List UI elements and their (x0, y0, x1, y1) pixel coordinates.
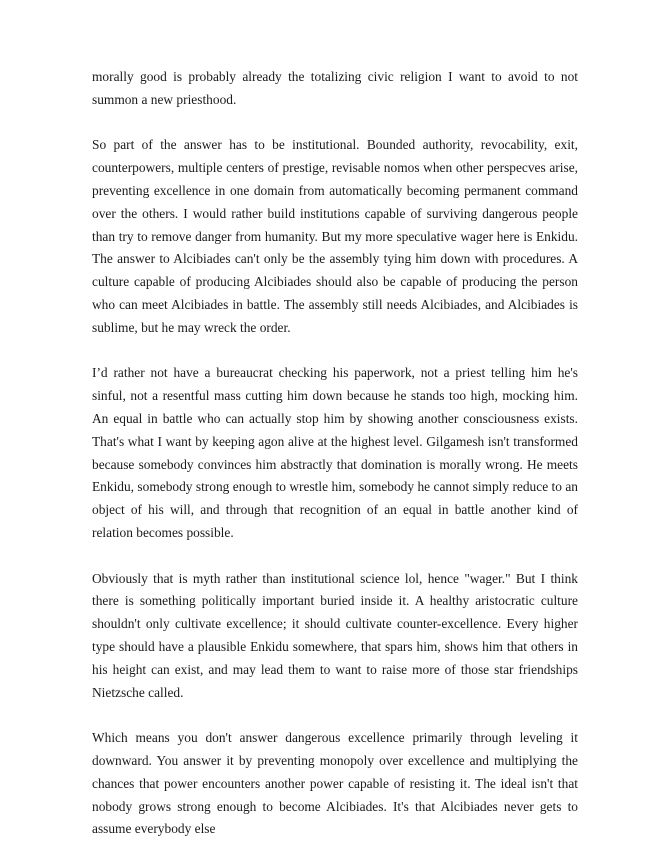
paragraph-5: Which means you don't answer dangerous excellence primarily through leveling it downward. You answer it by preventing monopoly over excellence and multiplying the chances that power encounters another power capable of resisting it. The ideal isn't that nobody grows strong enough to become Alcibiades. It's that Alcibiades never gets to assume everybody else (92, 730, 578, 837)
paragraph-2: So part of the answer has to be institutional. Bounded authority, revocability, exit, counterpowers, multiple centers of prestige, revisable nomos when other perspecves arise, preventing excellence in one domain from automatically becoming permanent command over the others. I would rather build institutions capable of surviving dangerous people than try to remove danger from humanity. But my more speculative wager here is Enkidu. The answer to Alcibiades can't only be the assembly tying him down with procedures. A culture capable of producing Alcibiades should also be capable of producing the person who can meet Alcibiades in battle. The assembly still needs Alcibiades, and Alcibiades is sublime, but he may wreck the order. (92, 137, 578, 335)
paragraph-4: Obviously that is myth rather than institutional science lol, hence "wager." But I think there is something politically important buried inside it. A healthy aristocratic culture shouldn't only cultivate excellence; it should cultivate counter-excellence. Every higher type should have a plausible Enkidu somewhere, that spars him, shows him that others in his height can exist, and may lead them to want to raise more of those star friendships Nietzsche called. (92, 570, 578, 700)
paragraph-3: I’d rather not have a bureaucrat checking his paperwork, not a priest telling him he's sinful, not a resentful mass cutting him down because he stands too high, mocking him. An equal in battle who can actually stop him by showing another consciousness exists. That's what I want by keeping agon alive at the highest level. Gilgamesh isn't transformed because somebody convinces him abstractly that domination is morally wrong. He meets Enkidu, somebody strong enough to wrestle him, somebody he cannot simply reduce to an object of his will, and through that recognition of an equal in battle another kind of relation becomes possible. (92, 365, 578, 540)
paragraph-1: morally good is probably already the totalizing civic religion I want to avoid to not summon a new priesthood. (92, 69, 578, 107)
document-page (92, 66, 578, 841)
